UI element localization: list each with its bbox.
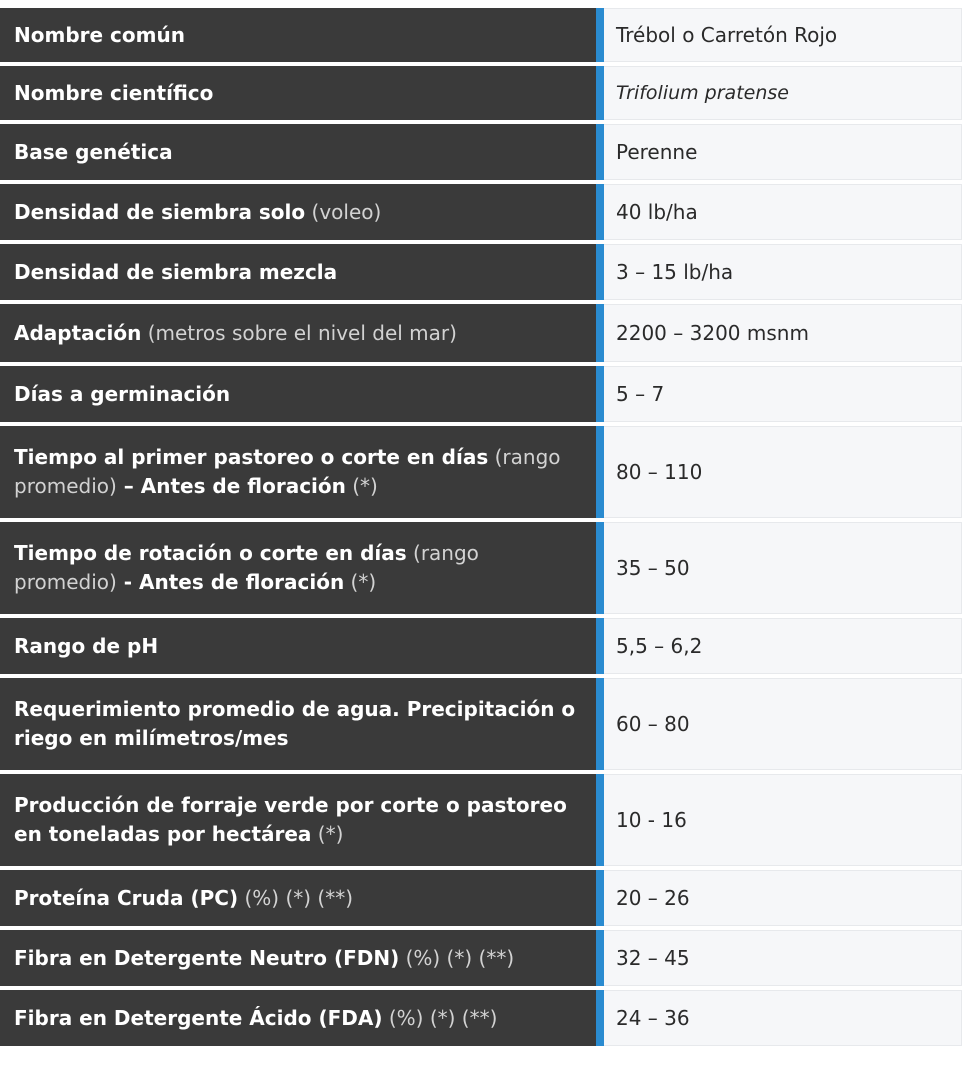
label-bold: Base genética xyxy=(14,139,173,164)
row-label xyxy=(0,426,596,518)
row-label xyxy=(0,8,596,62)
row-value: Trifolium pratense xyxy=(604,66,962,120)
label-bold: Densidad de siembra mezcla xyxy=(14,259,338,284)
row-label xyxy=(0,774,596,866)
row-label xyxy=(0,870,596,926)
row-label xyxy=(0,66,596,120)
label-bold: Requerimiento promedio de agua. Precipitación o riego en milímetros/mes xyxy=(14,697,576,750)
row-accent-bar xyxy=(596,426,604,518)
label-muted: (%) (*) (**) xyxy=(238,885,354,910)
row-value: 60 – 80 xyxy=(604,678,962,770)
label-muted-secondary: (*) xyxy=(344,570,377,594)
label-bold: Tiempo de rotación o corte en días xyxy=(14,541,407,565)
table-row xyxy=(0,304,962,362)
row-accent-bar xyxy=(596,66,604,120)
row-label xyxy=(0,678,596,770)
table-row xyxy=(0,774,962,866)
row-value: Perenne xyxy=(604,124,962,180)
row-accent-bar xyxy=(596,124,604,180)
label-bold: Tiempo al primer pastoreo o corte en días xyxy=(14,445,489,469)
row-label xyxy=(0,366,596,422)
table-row xyxy=(0,366,962,422)
label-bold: Fibra en Detergente Ácido (FDA) xyxy=(14,1005,383,1030)
row-value: 20 – 26 xyxy=(604,870,962,926)
label-muted-secondary: (*) xyxy=(345,474,378,498)
row-label-text xyxy=(14,319,457,348)
label-muted: (metros sobre el nivel del mar) xyxy=(141,320,457,345)
row-value: 24 – 36 xyxy=(604,990,962,1046)
row-label-text xyxy=(14,443,584,501)
row-label-text xyxy=(14,79,213,108)
row-label xyxy=(0,124,596,180)
row-value: 3 – 15 lb/ha xyxy=(604,244,962,300)
row-value: 32 – 45 xyxy=(604,930,962,986)
table-row xyxy=(0,426,962,518)
row-accent-bar xyxy=(596,618,604,674)
row-value: 10 - 16 xyxy=(604,774,962,866)
row-accent-bar xyxy=(596,366,604,422)
row-accent-bar xyxy=(596,774,604,866)
row-value: 5 – 7 xyxy=(604,366,962,422)
label-bold: Días a germinación xyxy=(14,381,231,406)
row-label-text xyxy=(14,198,381,227)
label-bold: Fibra en Detergente Neutro (FDN) xyxy=(14,945,400,970)
row-label-text xyxy=(14,258,337,287)
row-label-text xyxy=(14,632,158,661)
row-accent-bar xyxy=(596,522,604,614)
row-label-text xyxy=(14,380,230,409)
table-row xyxy=(0,870,962,926)
row-accent-bar xyxy=(596,244,604,300)
row-accent-bar xyxy=(596,930,604,986)
label-muted: (*) xyxy=(311,822,344,846)
row-label xyxy=(0,990,596,1046)
row-label-text xyxy=(14,695,584,753)
row-label-text xyxy=(14,884,353,913)
row-value: Trébol o Carretón Rojo xyxy=(604,8,962,62)
row-label-text xyxy=(14,791,584,849)
label-bold: Proteína Cruda (PC) xyxy=(14,885,239,910)
table-row xyxy=(0,244,962,300)
label-muted: (rango promedio) xyxy=(14,541,479,594)
row-label-text xyxy=(14,1004,497,1033)
row-accent-bar xyxy=(596,990,604,1046)
table-row xyxy=(0,66,962,120)
row-accent-bar xyxy=(596,304,604,362)
label-bold-secondary: – Antes de floración xyxy=(116,474,346,498)
row-label-text xyxy=(14,21,185,50)
table-row xyxy=(0,124,962,180)
row-label xyxy=(0,930,596,986)
row-label-text xyxy=(14,138,173,167)
row-value: 40 lb/ha xyxy=(604,184,962,240)
row-value: 80 – 110 xyxy=(604,426,962,518)
table-row xyxy=(0,930,962,986)
row-value: 35 – 50 xyxy=(604,522,962,614)
table-row xyxy=(0,8,962,62)
row-accent-bar xyxy=(596,870,604,926)
label-bold-secondary: - Antes de floración xyxy=(116,570,345,594)
table-row xyxy=(0,184,962,240)
row-label xyxy=(0,522,596,614)
row-accent-bar xyxy=(596,678,604,770)
table-row xyxy=(0,678,962,770)
label-bold: Nombre común xyxy=(14,22,185,47)
row-value: 2200 – 3200 msnm xyxy=(604,304,962,362)
label-muted: (voleo) xyxy=(305,199,382,224)
table-row xyxy=(0,522,962,614)
table-row xyxy=(0,990,962,1046)
label-muted: (rango promedio) xyxy=(14,445,561,498)
row-label xyxy=(0,618,596,674)
label-bold: Rango de pH xyxy=(14,633,159,658)
row-accent-bar xyxy=(596,8,604,62)
label-bold: Densidad de siembra solo xyxy=(14,199,306,224)
row-value: 5,5 – 6,2 xyxy=(604,618,962,674)
label-muted: (%) (*) (**) xyxy=(382,1005,498,1030)
label-bold: Adaptación xyxy=(14,320,142,345)
table-row xyxy=(0,618,962,674)
row-label xyxy=(0,244,596,300)
row-label xyxy=(0,304,596,362)
row-label xyxy=(0,184,596,240)
row-label-text xyxy=(14,539,584,597)
label-bold: Producción de forraje verde por corte o pastoreo en toneladas por hectárea xyxy=(14,793,567,846)
row-accent-bar xyxy=(596,184,604,240)
row-label-text xyxy=(14,944,514,973)
label-bold: Nombre científico xyxy=(14,80,214,105)
label-muted: (%) (*) (**) xyxy=(399,945,515,970)
